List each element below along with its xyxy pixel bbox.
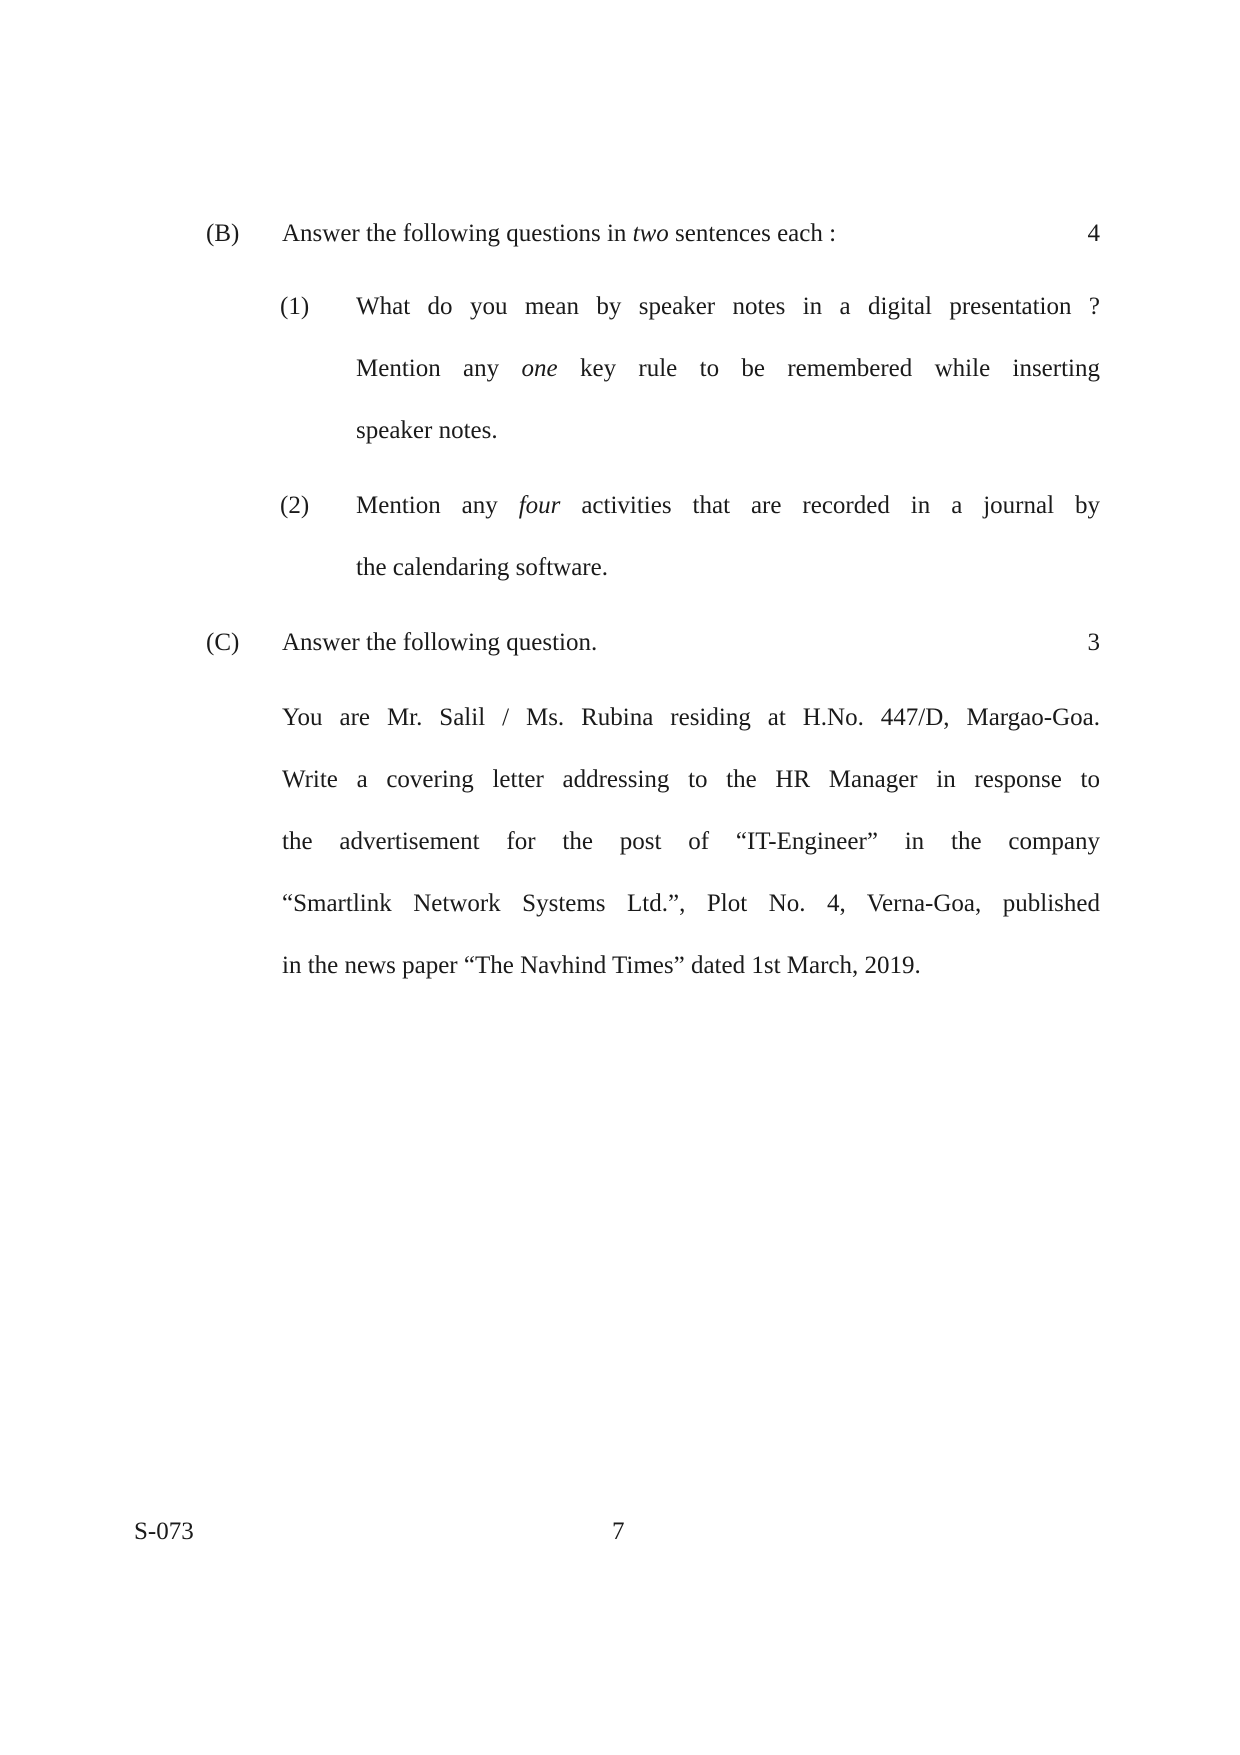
section-b-instruction-post: sentences each : [668,220,837,247]
section-c-marks: 3 [1087,629,1100,656]
section-b-label: (B) [206,220,240,247]
question-b1-emphasis: one [521,355,558,382]
section-b-marks: 4 [1087,220,1100,247]
section-c-paragraph-line-3: the advertisement for the post of “IT-Engineer” in the company [282,828,1100,855]
paper-code: S-073 [134,1518,194,1545]
question-b1-number: (1) [280,293,310,320]
question-b2-line-1-post: activities that are recorded in a journal by [560,492,1100,519]
question-b1-line-1: What do you mean by speaker notes in a digital presentation ? [356,293,1100,320]
question-b1-line-2-pre: Mention any [356,355,522,382]
section-b-instruction [282,220,836,248]
section-c-instruction: Answer the following question. [282,629,598,656]
question-b2-line-1 [356,492,1100,520]
section-c-paragraph-line-2: Write a covering letter addressing to the HR Manager in response to [282,766,1100,793]
section-c-paragraph-line-4: “Smartlink Network Systems Ltd.”, Plot No. 4, Verna-Goa, published [282,890,1100,917]
section-c-paragraph-line-1: You are Mr. Salil / Ms. Rubina residing at H.No. 447/D, Margao-Goa. [282,704,1100,731]
page-number: 7 [612,1518,625,1545]
question-b2-number: (2) [280,492,310,519]
question-b1-line-2 [356,355,1100,383]
section-c-paragraph-line-5: in the news paper “The Navhind Times” dated 1st March, 2019. [282,952,921,979]
question-b2-line-1-pre: Mention any [356,492,519,519]
question-b1-line-3: speaker notes. [356,417,498,444]
section-b-instruction-pre: Answer the following questions in [282,220,633,247]
question-b2-line-2: the calendaring software. [356,554,608,581]
question-b1-line-2-post: key rule to be remembered while inserting [557,355,1100,382]
question-b2-emphasis: four [518,492,561,519]
section-b-instruction-emphasis: two [632,220,669,247]
section-c-label: (C) [206,629,240,656]
